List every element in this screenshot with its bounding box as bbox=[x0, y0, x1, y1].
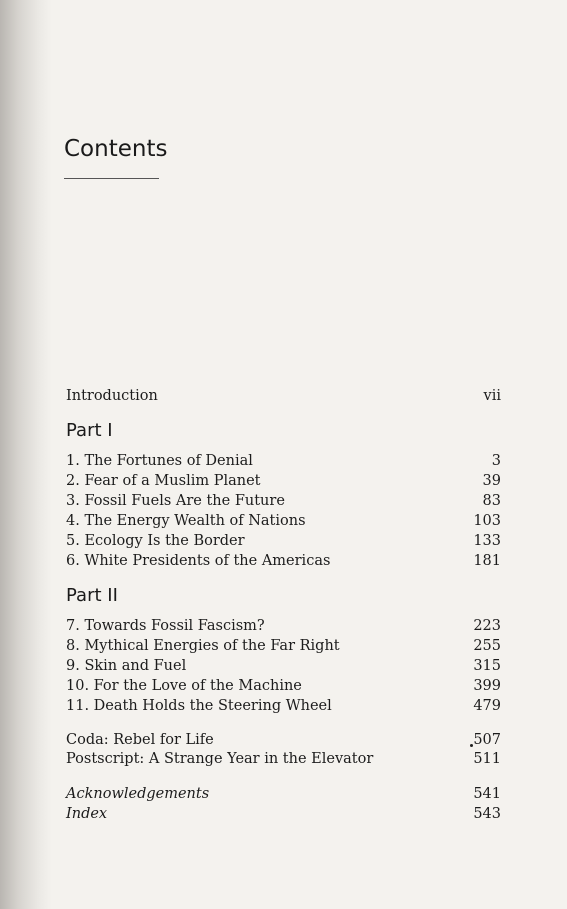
toc-entry-introduction bbox=[66, 386, 501, 406]
toc-entry-title: Postscript: A Strange Year in the Elevator bbox=[66, 751, 374, 767]
toc-entry-page: 39 bbox=[482, 473, 501, 489]
part-one-heading: Part I bbox=[66, 420, 113, 441]
toc-entry-page: 255 bbox=[473, 638, 501, 654]
toc-entry-title: 9. Skin and Fuel bbox=[66, 658, 187, 674]
toc-entry bbox=[66, 636, 501, 656]
toc-entry-title: 2. Fear of a Muslim Planet bbox=[66, 473, 261, 489]
toc-entry bbox=[66, 696, 501, 716]
toc-entry-title: 11. Death Holds the Steering Wheel bbox=[66, 698, 332, 714]
toc-entry bbox=[66, 676, 501, 696]
contents-heading: Contents bbox=[64, 136, 168, 162]
toc-entry-acknowledgements bbox=[66, 784, 501, 804]
toc-entry bbox=[66, 471, 501, 491]
toc-entry-page: 3 bbox=[491, 453, 501, 469]
toc-entry bbox=[66, 451, 501, 471]
toc-entry-title: 7. Towards Fossil Fascism? bbox=[66, 618, 265, 634]
ink-speck bbox=[470, 744, 473, 747]
toc-entry bbox=[66, 656, 501, 676]
toc-entry-title: 1. The Fortunes of Denial bbox=[66, 453, 253, 469]
toc-entry-page: vii bbox=[483, 388, 501, 404]
toc-entry-page: 133 bbox=[473, 533, 501, 549]
toc-entry-title: Introduction bbox=[66, 388, 158, 404]
toc-entry-page: 507 bbox=[473, 732, 501, 748]
toc-entry-page: 103 bbox=[473, 513, 501, 529]
part-two-heading: Part II bbox=[66, 585, 118, 606]
toc-entry-postscript bbox=[66, 749, 501, 769]
toc-entry bbox=[66, 616, 501, 636]
toc-entry-title: 8. Mythical Energies of the Far Right bbox=[66, 638, 340, 654]
toc-entry bbox=[66, 491, 501, 511]
toc-entry-page: 511 bbox=[473, 751, 501, 767]
toc-entry-page: 223 bbox=[473, 618, 501, 634]
toc-entry-page: 399 bbox=[473, 678, 501, 694]
toc-entry-title: Coda: Rebel for Life bbox=[66, 732, 214, 748]
toc-entry-page: 541 bbox=[473, 786, 501, 802]
toc-entry-page: 181 bbox=[473, 553, 501, 569]
toc-entry-page: 479 bbox=[473, 698, 501, 714]
toc-entry bbox=[66, 531, 501, 551]
toc-entry-coda bbox=[66, 730, 501, 750]
toc-entry-title: 5. Ecology Is the Border bbox=[66, 533, 245, 549]
toc-entry-index bbox=[66, 804, 501, 824]
heading-underline bbox=[64, 178, 159, 179]
toc-entry-title: 3. Fossil Fuels Are the Future bbox=[66, 493, 285, 509]
toc-entry bbox=[66, 551, 501, 571]
page-gutter-shadow bbox=[0, 0, 52, 909]
toc-entry-title: 10. For the Love of the Machine bbox=[66, 678, 302, 694]
toc-entry-title: Index bbox=[66, 806, 108, 822]
toc-entry-page: 315 bbox=[473, 658, 501, 674]
toc-entry-title: Acknowledgements bbox=[66, 786, 210, 802]
toc-entry-title: 6. White Presidents of the Americas bbox=[66, 553, 331, 569]
toc-entry bbox=[66, 511, 501, 531]
toc-entry-page: 83 bbox=[482, 493, 501, 509]
toc-entry-page: 543 bbox=[473, 806, 501, 822]
toc-entry-title: 4. The Energy Wealth of Nations bbox=[66, 513, 306, 529]
